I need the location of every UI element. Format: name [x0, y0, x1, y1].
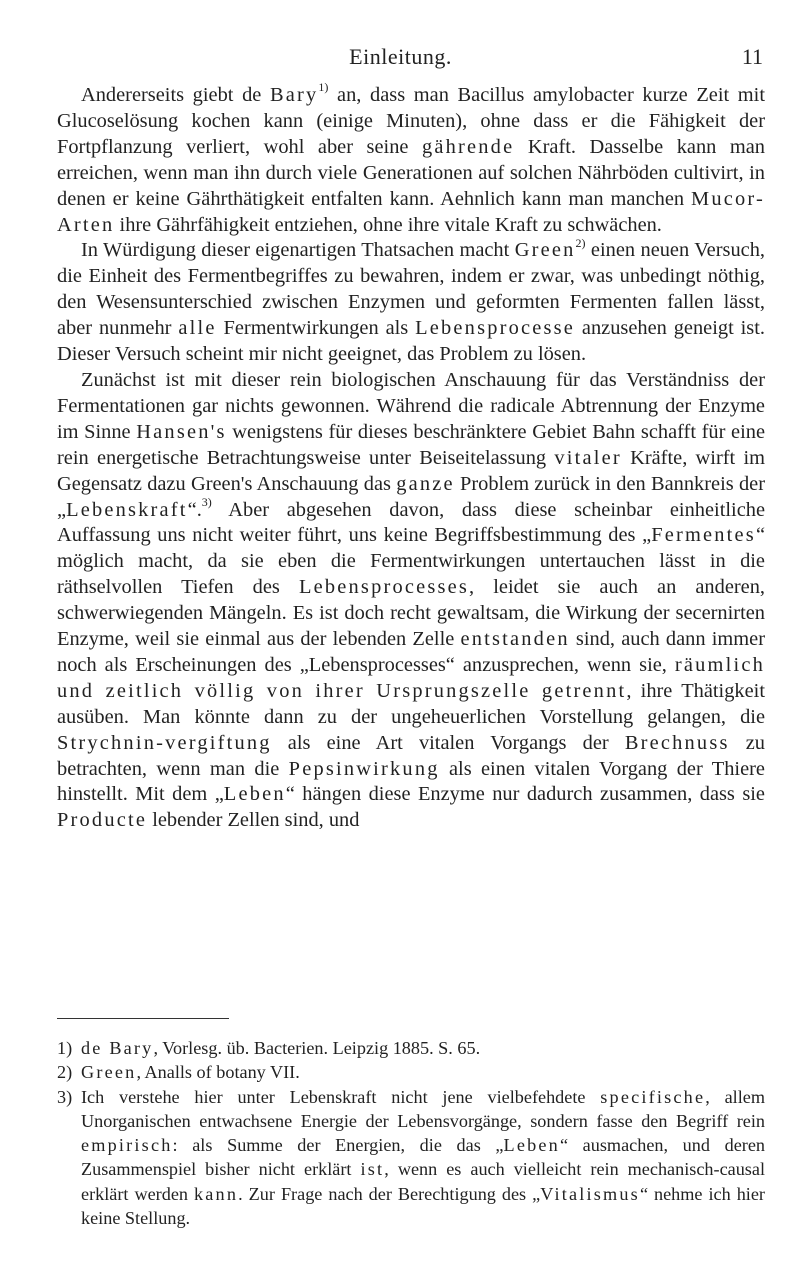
text-run: als eine Art vitalen Vorgangs der	[271, 731, 625, 754]
spaced-emphasis: Brechnuss	[624, 731, 730, 754]
spaced-emphasis: alle	[178, 317, 217, 340]
body-text	[57, 80, 766, 834]
footnote-text	[81, 1038, 480, 1058]
text-run: ihre Gährfähigkeit entziehen, ohne ihre vitale Kraft zu schwächen.	[114, 213, 662, 236]
text-run: Green's	[190, 472, 253, 495]
text-run: In Würdigung dieser eigenartigen Thatsachen macht	[81, 239, 515, 262]
text-run: “ nehme ich hier keine Stellung.	[81, 1183, 765, 1229]
spaced-emphasis: gährende	[422, 135, 515, 158]
paragraph	[57, 368, 765, 834]
footnote-reference: 1)	[318, 80, 329, 95]
spaced-emphasis: Pepsinwirkung	[288, 757, 440, 780]
footnotes	[57, 1030, 765, 1230]
spaced-emphasis: Lebensprocesse	[415, 317, 576, 340]
spaced-emphasis: Producte	[57, 809, 148, 832]
footnote-number: 2)	[57, 1062, 73, 1083]
spaced-emphasis: entstanden	[460, 628, 570, 651]
footnote	[57, 1060, 765, 1084]
spaced-emphasis: Vitalismus	[540, 1183, 640, 1204]
text-run: Kräfte, wirft im Gegensatz dazu	[57, 446, 765, 495]
spaced-emphasis: Mucor-Arten	[57, 187, 765, 236]
text-run: Ich verstehe hier unter Lebenskraft nicht jene vielbefehdete	[81, 1086, 601, 1107]
spaced-emphasis: de Bary	[81, 1038, 154, 1058]
spaced-emphasis: empirisch	[81, 1135, 173, 1156]
paragraph	[57, 80, 765, 238]
text-run: sind, auch dann immer noch als Erscheinungen des „Lebensprocesses“ anzusprechen, wenn sie,	[57, 628, 765, 676]
page-header	[0, 44, 801, 74]
spaced-emphasis: Strychnin-vergiftung	[57, 731, 272, 754]
text-run: , wenn es auch vielleicht rein mechanisch-causal erklärt werden	[81, 1159, 766, 1204]
spaced-emphasis: Fermentes	[651, 524, 756, 547]
text-run: als einen vitalen Vorgang der Thiere hinstellt. Mit dem „	[57, 757, 765, 806]
text-run: , leidet sie auch an anderen, schwerwiegenden Mängeln. Es ist doch recht gewaltsam, die Wirkung der secernirten Enzyme, weil sie einmal aus der lebenden Zelle	[57, 576, 766, 651]
text-run: wenigstens für dieses beschränktere Gebiet Bahn schafft für eine rein energetische Betrachtungsweise unter Beiseitelassung	[57, 420, 765, 469]
text-run: “ möglich macht, da sie eben die Fermentwirkungen untertauchen lässt in die räthselvollen Tiefen des	[57, 524, 765, 599]
text-run: : als Summe der Energien, die das „	[172, 1135, 504, 1156]
page-number: 11	[741, 44, 763, 69]
footnote-reference: 2)	[575, 235, 586, 250]
footnote-number: 3)	[57, 1086, 73, 1107]
text-run: einen neuen Versuch, die Einheit des Fermentbegriffes zu bewahren, indem er zwar, was unbedingt nöthig, den Wesensunterschied zwischen Enzymen und geformten Fermenten fallen lässt, aber nunmehr	[57, 239, 765, 340]
text-run: zu betrachten, wenn man die	[57, 731, 765, 780]
text-run: lebender Zellen sind, und	[147, 809, 360, 832]
footnote-text	[81, 1062, 300, 1082]
text-run: “.	[187, 498, 202, 521]
spaced-emphasis: Green	[81, 1062, 137, 1083]
text-run: Problem zurück in den Bannkreis der „	[57, 472, 765, 521]
spaced-emphasis: specifische	[600, 1086, 706, 1107]
spaced-emphasis: Green	[514, 239, 576, 262]
footnote-number: 1)	[57, 1038, 73, 1058]
running-title: Einleitung.	[349, 44, 452, 69]
spaced-emphasis: Lebensprocesses	[298, 576, 470, 599]
text-run: , Vorlesg. üb. Bacterien. Leipzig 1885. S. 65.	[153, 1038, 481, 1058]
footnote	[57, 1036, 765, 1060]
spaced-emphasis: kann	[193, 1183, 239, 1204]
spaced-emphasis: ganze	[396, 472, 455, 495]
spaced-emphasis: Bary	[269, 84, 319, 106]
text-run: “ hängen diese Enzyme nur dadurch zusammen, dass sie	[285, 783, 765, 806]
text-run: an, dass man Bacillus amylobacter kurze Zeit mit Glucoselösung kochen kann (einige Minuten), ohne dass er die Fähigkeit der Fortpflanzung verliert, wohl aber seine	[57, 84, 765, 158]
spaced-emphasis: vitaler	[554, 446, 622, 469]
text-run: Anschauung das	[252, 472, 397, 495]
footnote-divider	[57, 1018, 229, 1019]
spaced-emphasis: Leben	[223, 783, 286, 806]
text-run: . Zur Frage nach der Berechtigung des „	[238, 1183, 541, 1204]
paragraph	[57, 235, 766, 368]
text-run: Aber abgesehen davon, dass diese scheinbar einheitliche Auffassung uns nicht weiter führt, uns keine Begriffsbestimmung des „	[57, 498, 765, 547]
text-run: Zunächst ist mit dieser rein biologischen Anschauung für das Verständniss der Fermentationen gar nichts gewonnen. Während die radicale Abtrennung der Enzyme im Sinne	[57, 368, 765, 443]
text-run: “ ausmachen, und deren Zusammenspiel bisher nicht erklärt	[81, 1135, 765, 1180]
spaced-emphasis: Hansen's	[136, 420, 227, 443]
text-run: anzusehen geneigt ist. Dieser Versuch scheint mir nicht geeignet, das Problem zu lösen.	[57, 317, 766, 366]
spaced-emphasis: ist	[360, 1159, 385, 1180]
text-run: , allem Unorganischen entwachsene Energie der Lebensvorgänge, sondern fasse den Begriff rein	[81, 1086, 765, 1131]
text-run: , Analls of botany VII.	[136, 1062, 300, 1083]
spaced-emphasis: Lebenskraft	[66, 498, 188, 521]
spaced-emphasis: Leben	[503, 1135, 560, 1156]
footnote-reference: 3)	[201, 494, 212, 509]
spaced-emphasis: räumlich und zeitlich völlig von ihrer Ursprungszelle getrennt	[57, 653, 765, 702]
text-run: , ihre Thätigkeit ausüben. Man könnte dann zu der ungeheuerlichen Vorstellung gelangen, die	[57, 679, 765, 728]
footnote	[57, 1085, 765, 1231]
text-run: Kraft. Dasselbe kann man erreichen, wenn man ihn durch viele Generationen auf solchen Nährböden cultivirt, in denen er keine Gährthätigkeit entfalten kann. Aehnlich kann man manchen	[57, 135, 765, 210]
text-run: Fermentwirkungen als	[216, 317, 416, 340]
footnote-text	[81, 1087, 765, 1228]
text-run: Andererseits giebt de	[81, 84, 270, 106]
